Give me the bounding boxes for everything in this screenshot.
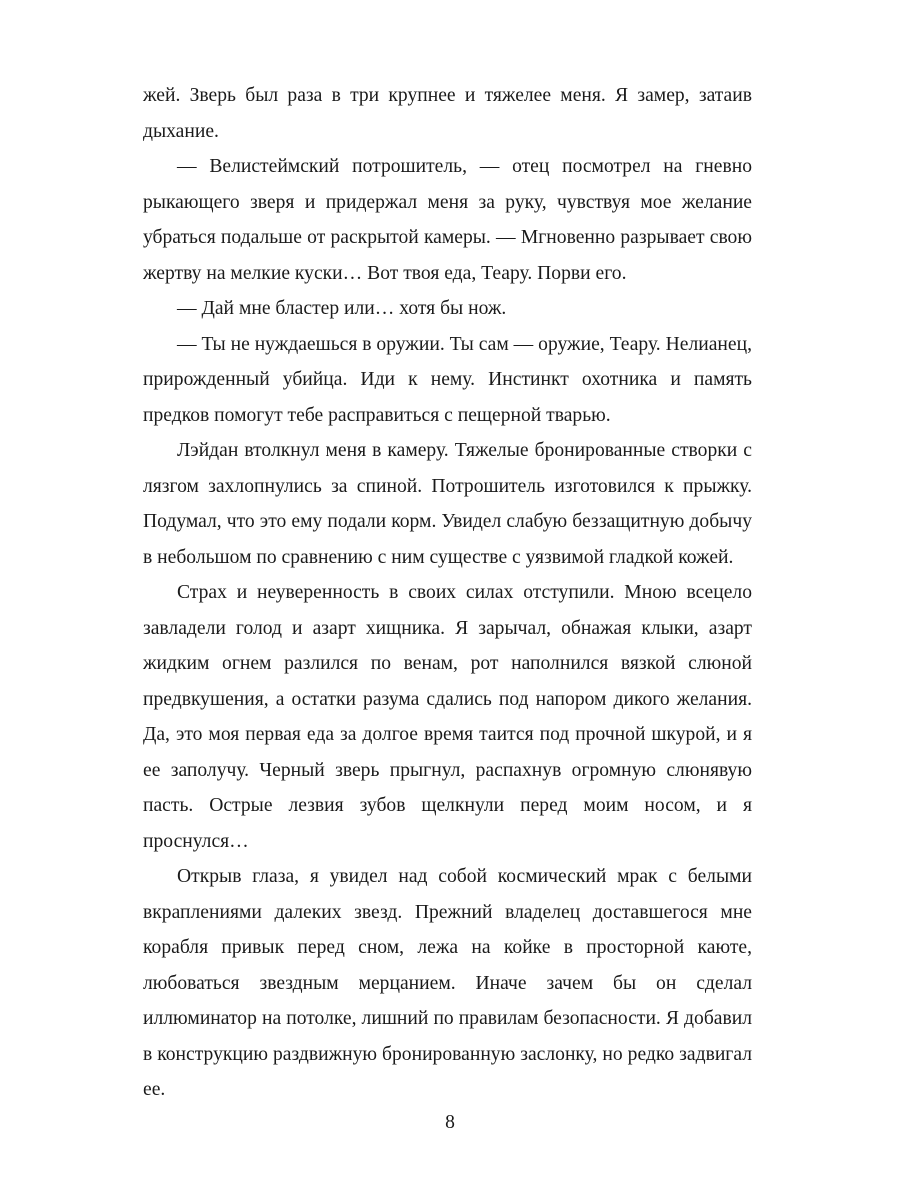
paragraph: Лэйдан втолкнул меня в камеру. Тяжелые бронированные створки с лязгом захлопнулись за спиной. Потрошитель изготовился к прыжку. Подумал, что это ему подали корм. Увидел слабую беззащитную добычу в небольшом по сравнению с ним существе с уязвимой гладкой кожей. — [143, 440, 752, 568]
paragraph: — Велистеймский потрошитель, — отец посмотрел на гневно рыкающего зверя и придержал меня за руку, чувствуя мое желание убраться подальше от раскрытой камеры. — Мгновенно разрывает свою жертву на мелкие куски… Вот твоя еда, Теару. Порви его. — [143, 156, 752, 284]
paragraph: жей. Зверь был раза в три крупнее и тяжелее меня. Я замер, затаив дыхание. — [143, 85, 752, 142]
paragraph: — Дай мне бластер или… хотя бы нож. — [177, 298, 507, 319]
paragraph: — Ты не нуждаешься в оружии. Ты сам — оружие, Теару. Нелианец, прирожденный убийца. Иди к нему. Инстинкт охотника и память предков помогут тебе расправиться с пещерной тварью. — [143, 333, 752, 426]
paragraph: Страх и неуверенность в своих силах отступили. Мною всецело завладели голод и азарт хищника. Я зарычал, обнажая клыки, азарт жидким огнем разлился по венам, рот наполнился вязкой слюной предвкушения, а остатки разума сдались под напором дикого желания. Да, это моя первая еда за долгое время таится под прочной шкурой, и я ее заполучу. Черный зверь прыгнул, распахнув огромную слюнявую пасть. Острые лезвия зубов щелкнули перед моим носом, и я проснулся… — [143, 582, 752, 852]
page-number: 8 — [445, 1112, 455, 1133]
paragraph: Открыв глаза, я увидел над собой космический мрак с белыми вкраплениями далеких звезд. Прежний владелец доставшегося мне корабля привык перед сном, лежа на койке в просторной каюте, любоваться звездным мерцанием. Иначе зачем бы он сделал иллюминатор на потолке, лишний по правилам безопасности. Я добавил в конструкцию раздвижную бронированную заслонку, но редко задвигал ее. — [143, 866, 752, 1100]
page-text-body — [143, 78, 752, 1108]
